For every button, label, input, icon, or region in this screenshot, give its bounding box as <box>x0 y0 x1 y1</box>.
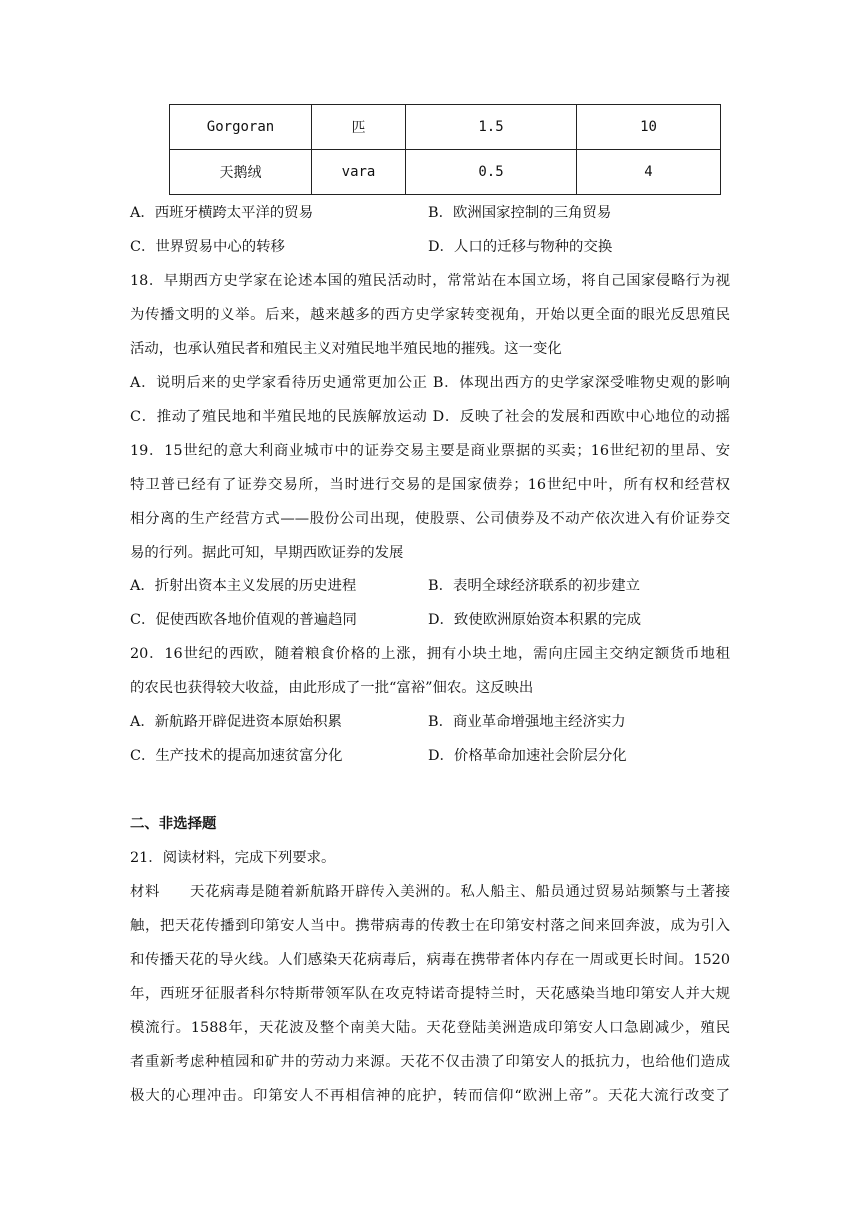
q19-stem-line: 易的行列。据此可知，早期西欧证券的发展 <box>130 545 404 561</box>
q19-option-b: B．表明全球经济联系的初步建立 <box>428 578 641 594</box>
q21-material-line: 模流行。1588年，天花波及整个南美大陆。天花登陆美洲造成印第安人口急剧减少，殖民 <box>130 1020 730 1036</box>
q21-material-line: 极大的心理冲击。印第安人不再相信神的庇护，转而信仰“欧洲上帝”。天花大流行改变了 <box>130 1088 730 1104</box>
q21-material-line: 触，把天花传播到印第安人当中。携带病毒的传教士在印第安村落之间来回奔波，成为引入 <box>130 918 730 934</box>
q17-option-c: C．世界贸易中心的转移 <box>130 239 285 255</box>
table-row <box>170 150 721 195</box>
q20-stem-line: 20．16世纪的西欧，随着粮食价格的上涨，拥有小块土地，需向庄园主交纳定额货币地租 <box>130 646 730 662</box>
q21-material-line: 年，西班牙征服者科尔特斯带领军队在攻克特诺奇提特兰时，天花感染当地印第安人并大规 <box>130 986 730 1002</box>
q19-option-a: A．折射出资本主义发展的历史进程 <box>130 578 357 594</box>
q18-stem-line: 18．早期西方史学家在论述本国的殖民活动时，常常站在本国立场，将自己国家侵略行为视 <box>130 273 730 289</box>
table-cell: vara <box>312 150 406 195</box>
price-table <box>169 104 721 195</box>
table-row <box>170 105 721 150</box>
table-cell: 10 <box>577 105 721 150</box>
table-cell: 天鹅绒 <box>170 150 312 195</box>
table-cell: 4 <box>577 150 721 195</box>
q19-option-c: C．促使西欧各地价值观的普遍趋同 <box>130 612 357 628</box>
table-cell: 0.5 <box>406 150 577 195</box>
q18-options-cd: C．推动了殖民地和半殖民地的民族解放运动 D．反映了社会的发展和西欧中心地位的动摇 <box>130 409 730 425</box>
q20-option-a: A．新航路开辟促进资本原始积累 <box>130 714 342 730</box>
q17-option-a: A．西班牙横跨太平洋的贸易 <box>130 205 314 221</box>
q19-stem-line: 相分离的生产经营方式——股份公司出现，使股票、公司债券及不动产依次进入有价证券交 <box>130 511 730 527</box>
q21-material-line: 者重新考虑种植园和矿井的劳动力来源。天花不仅击溃了印第安人的抵抗力，也给他们造成 <box>130 1054 730 1070</box>
q20-option-b: B．商业革命增强地主经济实力 <box>428 714 626 730</box>
section-heading: 二、非选择题 <box>130 816 217 832</box>
q21-material-line: 材料 天花病毒是随着新航路开辟传入美洲的。私人船主、船员通过贸易站频繁与土著接 <box>130 884 730 900</box>
q18-options-ab: A．说明后来的史学家看待历史通常更加公正 B．体现出西方的史学家深受唯物史观的影响 <box>130 375 730 391</box>
q20-option-d: D．价格革命加速社会阶层分化 <box>428 748 627 764</box>
q19-stem-line: 19．15世纪的意大利商业城市中的证券交易主要是商业票据的买卖；16世纪初的里昂、安 <box>130 443 730 459</box>
table-cell: Gorgoran <box>170 105 312 150</box>
q20-stem-line: 的农民也获得较大收益，由此形成了一批“富裕”佃农。这反映出 <box>130 680 534 696</box>
table-cell: 匹 <box>312 105 406 150</box>
q18-stem-line: 为传播文明的义举。后来，越来越多的西方史学家转变视角，开始以更全面的眼光反思殖民 <box>130 307 730 323</box>
q19-stem-line: 特卫普已经有了证券交易所，当时进行交易的是国家债券；16世纪中叶，所有权和经营权 <box>130 477 730 493</box>
table-cell: 1.5 <box>406 105 577 150</box>
q17-option-d: D．人口的迁移与物种的交换 <box>428 239 613 255</box>
q21-stem: 21．阅读材料，完成下列要求。 <box>130 850 336 866</box>
q20-option-c: C．生产技术的提高加速贫富分化 <box>130 748 343 764</box>
q21-material-line: 和传播天花的导火线。人们感染天花病毒后，病毒在携带者体内存在一周或更长时间。1520 <box>130 952 730 968</box>
q19-option-d: D．致使欧洲原始资本积累的完成 <box>428 612 642 628</box>
q17-option-b: B．欧洲国家控制的三角贸易 <box>428 205 612 221</box>
q18-stem-line: 活动，也承认殖民者和殖民主义对殖民地半殖民地的摧残。这一变化 <box>130 341 562 357</box>
